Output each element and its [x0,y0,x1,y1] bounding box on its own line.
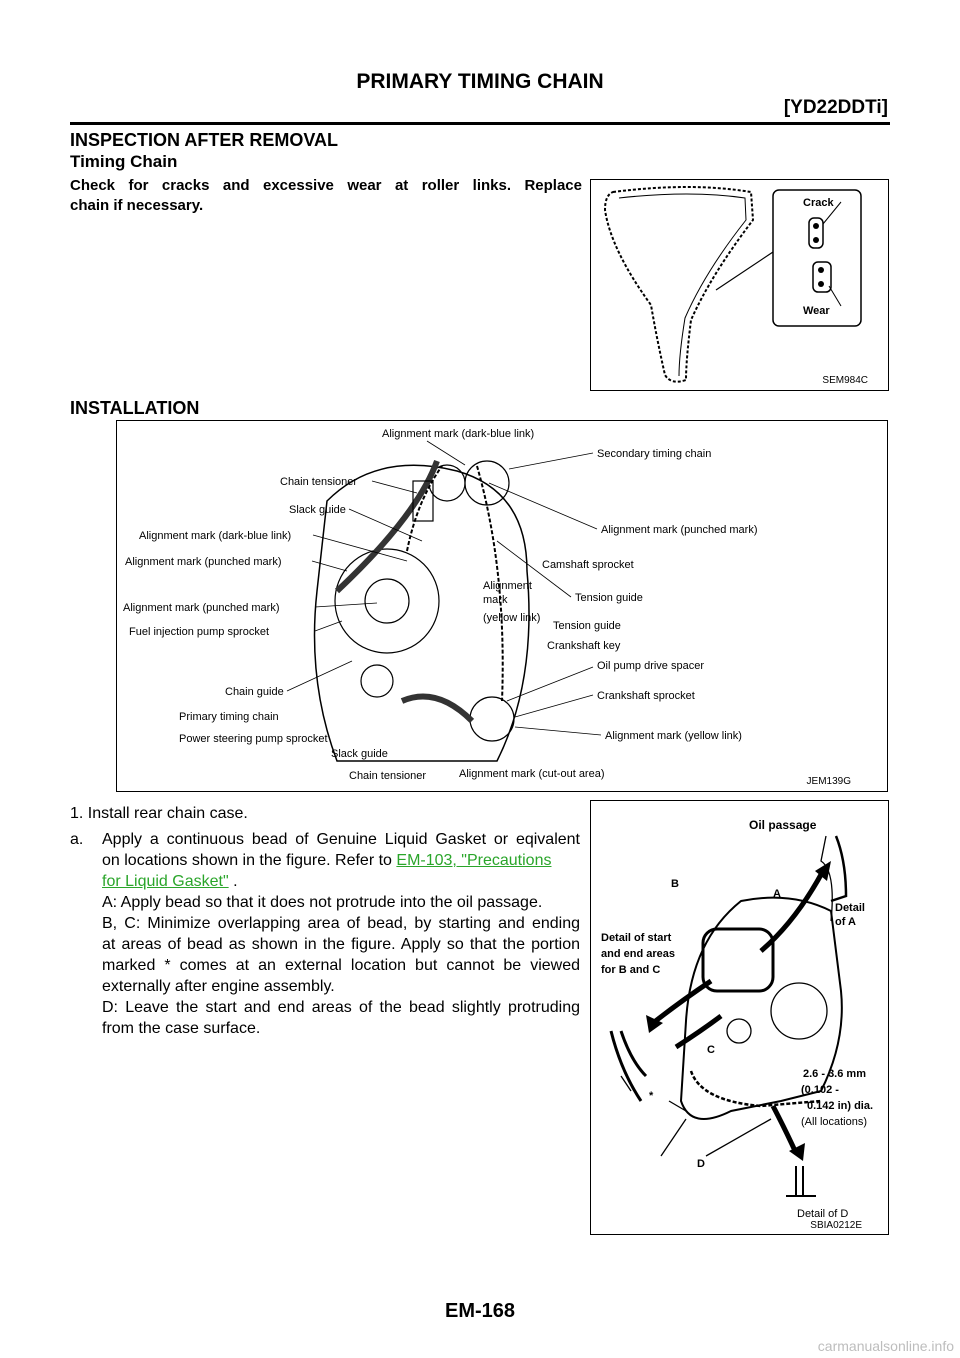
engine-code: [YD22DDTi] [783,97,888,118]
label-detail-start: for B and C [601,964,661,976]
leader [312,561,347,571]
step-a-line: D: Leave the start and end areas of the bead slightly protruding [102,999,580,1016]
arrow-to-detail-start [653,981,711,1023]
label: mark [483,594,508,606]
label: Crankshaft key [547,640,621,652]
detail-d-bead [786,1166,816,1196]
label: (yellow link) [483,612,541,624]
step-a-line-text: on locations shown in the figure. Refer to [102,852,397,869]
figure-timing-chain-install [116,420,888,792]
timing-chain-diagram [591,180,888,390]
figure-caption: JEM139G [806,776,851,787]
label-detail-d: Detail of D [797,1208,849,1220]
label: Secondary timing chain [597,448,712,460]
label-wear: Wear [803,305,830,317]
arrow-to-detail-start [676,1016,721,1047]
label: Alignment mark (cut-out area) [459,768,605,780]
chain-inner [619,194,746,376]
step-a-line [102,850,580,871]
crankshaft-sprocket [470,697,514,741]
label: Alignment mark (dark-blue link) [382,428,535,440]
label: Alignment mark (dark-blue link) [139,530,292,542]
step-a-line: A: Apply bead so that it does not protrude into the oil passage. [102,894,543,911]
oil-passage-a [703,929,773,991]
label-detail-a: Detail [835,902,865,914]
inspection-text [70,176,582,216]
label-star: * [649,1090,654,1102]
slack-guide-lower [402,697,472,722]
step-a-marker: a. [70,831,84,848]
section-heading-installation: INSTALLATION [70,398,200,418]
label-dimension: 0.142 in) dia. [807,1100,874,1112]
step-a-line: at areas of bead as shown in the figure. Apply so that the portion [102,936,580,953]
roller [813,237,819,243]
leader [287,661,352,691]
leader [372,481,417,493]
detail-a-bead [831,836,846,901]
section-heading-inspection: INSPECTION AFTER REMOVAL [70,130,339,150]
figure-caption: SEM984C [822,375,868,386]
figure-timing-chain [590,179,889,391]
leader [507,667,593,701]
label: Power steering pump sprocket [179,733,328,745]
roller [818,267,824,273]
label-b: B [671,878,679,890]
label-c: C [707,1044,715,1056]
label: Primary timing chain [179,711,279,723]
label: Chain guide [225,686,284,698]
label-dimension: (0.102 - [801,1084,839,1096]
step-a-line: marked * comes at an external location but cannot be viewed [102,957,580,974]
chain-loop [605,187,753,382]
detail-start-bead [611,1031,646,1101]
engine-front-diagram [117,421,887,791]
gasket-diagram [591,801,888,1234]
page-number: EM-168 [444,1300,516,1322]
label-a: A [773,888,781,900]
case-hole [727,1019,751,1043]
label: Fuel injection pump sprocket [129,626,270,638]
leader [427,441,465,465]
link-worn [813,262,831,292]
leader [515,695,593,717]
step-a-line: from the case surface. [102,1020,261,1037]
leader [315,603,377,607]
callout-line [716,252,773,290]
figure-liquid-gasket [590,800,889,1235]
leader [515,727,601,735]
step-a-line-text: . [228,873,238,890]
label-d: D [697,1158,705,1170]
case-circle [771,983,827,1039]
roller [813,223,819,229]
leader [661,1119,686,1156]
label: Alignment mark (punched mark) [601,524,758,536]
label: Alignment mark (yellow link) [605,730,742,742]
label: Alignment [483,580,532,592]
inspection-text-line: chain if necessary. [70,197,204,214]
label: Camshaft sprocket [542,559,634,571]
step-a-line: B, C: Minimize overlapping area of bead, by starting and ending [102,915,580,932]
roller [818,281,824,287]
fuel-pump-sprocket-hub [365,579,409,623]
leader [315,621,342,631]
page-title: PRIMARY TIMING CHAIN [356,70,604,93]
inspection-text-line: Check for cracks and excessive wear at roller links. Replace [70,177,582,194]
leader [706,1119,771,1156]
watermark: carmanualsonline.info [817,1338,954,1354]
label: Slack guide [289,504,346,516]
figure-caption: SBIA0212E [810,1220,862,1231]
arrow-to-detail-a [761,871,823,951]
label: Chain tensioner [349,770,427,782]
header-rule [70,122,890,125]
arrow-to-detail-d [773,1106,796,1153]
label-detail-a: of A [835,916,856,928]
label: Tension guide [553,620,621,632]
label-detail-start: Detail of start [601,932,672,944]
label: Alignment mark (punched mark) [123,602,280,614]
label: Oil pump drive spacer [597,660,704,672]
fuel-pump-sprocket-outline [335,549,439,653]
label-crack: Crack [803,197,834,209]
step-a-line [102,871,580,892]
label: Crankshaft sprocket [597,690,695,702]
label: Chain tensioner [280,476,358,488]
precautions-link[interactable]: EM-103, "Precautions [396,852,552,869]
step-a-line: Apply a continuous bead of Genuine Liquid Gasket or eqivalent [102,831,580,848]
step-a-line: externally after engine assembly. [102,978,335,995]
power-steering-sprocket [361,665,393,697]
leader [489,483,597,529]
label-dimension: (All locations) [801,1116,868,1128]
label-detail-start: and end areas [601,948,675,960]
label: Alignment mark (punched mark) [125,556,282,568]
leader [509,453,593,469]
step-1: 1. Install rear chain case. [70,805,248,822]
label-oil-passage: Oil passage [749,818,817,832]
label-dimension: 2.6 - 3.6 mm [803,1068,866,1080]
precautions-link-cont[interactable]: for Liquid Gasket" [102,873,229,890]
camshaft-sprocket-outline [465,461,509,505]
subheading-timing-chain: Timing Chain [70,152,178,171]
step-a-text [102,829,580,1039]
link-cracked [809,218,823,248]
label: Slack guide [331,748,388,760]
label: Tension guide [575,592,643,604]
